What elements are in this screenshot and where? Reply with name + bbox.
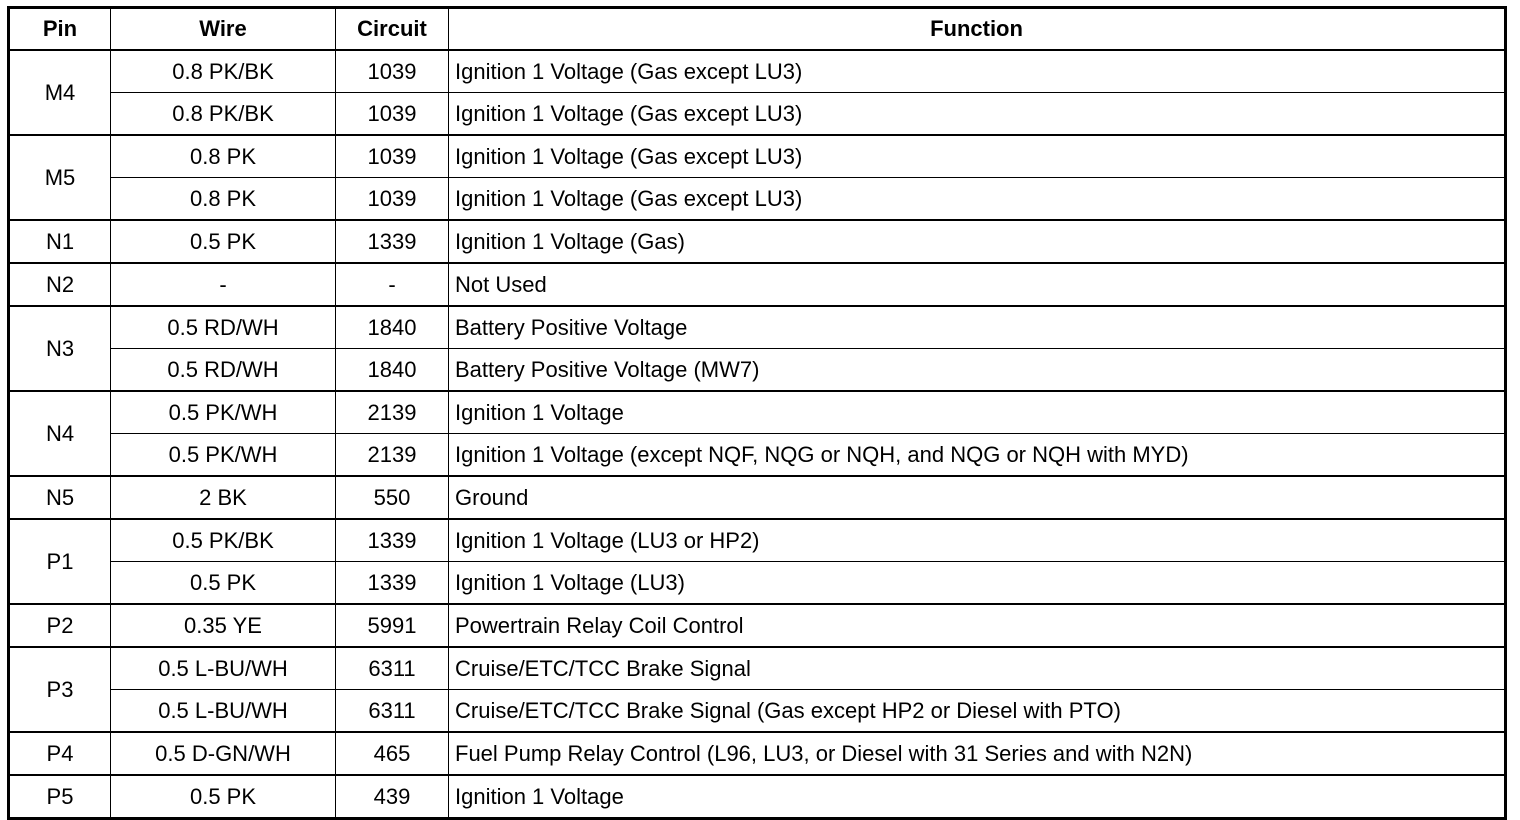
- table-row: [9, 220, 1506, 263]
- function-cell: Ignition 1 Voltage: [449, 391, 1506, 434]
- header-row: [9, 8, 1506, 51]
- table-row: [9, 50, 1506, 93]
- wire-cell: 0.5 D-GN/WH: [111, 732, 336, 775]
- circuit-cell: 1339: [336, 562, 449, 605]
- wire-cell: 0.5 L-BU/WH: [111, 647, 336, 690]
- table-row: [9, 263, 1506, 306]
- function-cell: Ignition 1 Voltage (Gas): [449, 220, 1506, 263]
- function-cell: Ignition 1 Voltage (Gas except LU3): [449, 135, 1506, 178]
- function-cell: Ignition 1 Voltage (Gas except LU3): [449, 50, 1506, 93]
- circuit-cell: 550: [336, 476, 449, 519]
- function-cell: Ignition 1 Voltage (LU3 or HP2): [449, 519, 1506, 562]
- table-row: [9, 306, 1506, 349]
- pin-cell: N2: [9, 263, 111, 306]
- pin-cell: N3: [9, 306, 111, 391]
- wire-cell: 0.8 PK: [111, 135, 336, 178]
- circuit-cell: 465: [336, 732, 449, 775]
- pin-cell: M4: [9, 50, 111, 135]
- pin-cell: N1: [9, 220, 111, 263]
- table-row: [9, 391, 1506, 434]
- table-row: [9, 604, 1506, 647]
- circuit-cell: 1039: [336, 135, 449, 178]
- table-row: [9, 775, 1506, 819]
- function-cell: Fuel Pump Relay Control (L96, LU3, or Diesel with 31 Series and with N2N): [449, 732, 1506, 775]
- pin-cell: P3: [9, 647, 111, 732]
- function-cell: Ignition 1 Voltage (Gas except LU3): [449, 93, 1506, 136]
- function-cell: Ignition 1 Voltage (except NQF, NQG or NQH, and NQG or NQH with MYD): [449, 434, 1506, 477]
- circuit-cell: 1039: [336, 178, 449, 221]
- function-cell: Ignition 1 Voltage (Gas except LU3): [449, 178, 1506, 221]
- table-row: [9, 349, 1506, 392]
- table-row: [9, 647, 1506, 690]
- wire-cell: 0.5 PK: [111, 775, 336, 819]
- circuit-cell: 1840: [336, 349, 449, 392]
- pin-table: [7, 6, 1507, 820]
- wire-cell: 0.5 PK: [111, 220, 336, 263]
- function-cell: Cruise/ETC/TCC Brake Signal (Gas except HP2 or Diesel with PTO): [449, 690, 1506, 733]
- circuit-cell: 6311: [336, 690, 449, 733]
- table-row: [9, 690, 1506, 733]
- wire-cell: 0.8 PK: [111, 178, 336, 221]
- function-cell: Ignition 1 Voltage (LU3): [449, 562, 1506, 605]
- wire-cell: 0.5 RD/WH: [111, 306, 336, 349]
- wire-cell: 0.5 PK/WH: [111, 434, 336, 477]
- circuit-cell: 1339: [336, 519, 449, 562]
- function-cell: Powertrain Relay Coil Control: [449, 604, 1506, 647]
- wire-cell: 0.5 PK/BK: [111, 519, 336, 562]
- circuit-cell: 2139: [336, 391, 449, 434]
- circuit-cell: 5991: [336, 604, 449, 647]
- pin-cell: P4: [9, 732, 111, 775]
- pin-cell: P1: [9, 519, 111, 604]
- table-row: [9, 519, 1506, 562]
- wire-cell: 0.8 PK/BK: [111, 93, 336, 136]
- pin-cell: P2: [9, 604, 111, 647]
- header-wire: Wire: [111, 8, 336, 51]
- circuit-cell: 1039: [336, 93, 449, 136]
- circuit-cell: 1840: [336, 306, 449, 349]
- wire-cell: 0.5 RD/WH: [111, 349, 336, 392]
- pin-cell: P5: [9, 775, 111, 819]
- wire-cell: 0.5 PK: [111, 562, 336, 605]
- header-circuit: Circuit: [336, 8, 449, 51]
- wire-cell: 0.8 PK/BK: [111, 50, 336, 93]
- table-row: [9, 434, 1506, 477]
- pin-cell: N5: [9, 476, 111, 519]
- wire-cell: 0.35 YE: [111, 604, 336, 647]
- table-row: [9, 135, 1506, 178]
- header-function: Function: [449, 8, 1506, 51]
- table-row: [9, 732, 1506, 775]
- table-row: [9, 476, 1506, 519]
- function-cell: Battery Positive Voltage: [449, 306, 1506, 349]
- wire-cell: 0.5 PK/WH: [111, 391, 336, 434]
- wire-cell: -: [111, 263, 336, 306]
- function-cell: Ignition 1 Voltage: [449, 775, 1506, 819]
- circuit-cell: 2139: [336, 434, 449, 477]
- circuit-cell: 1039: [336, 50, 449, 93]
- pin-cell: N4: [9, 391, 111, 476]
- wire-cell: 0.5 L-BU/WH: [111, 690, 336, 733]
- circuit-cell: 1339: [336, 220, 449, 263]
- circuit-cell: 439: [336, 775, 449, 819]
- circuit-cell: -: [336, 263, 449, 306]
- table-row: [9, 93, 1506, 136]
- function-cell: Battery Positive Voltage (MW7): [449, 349, 1506, 392]
- wire-cell: 2 BK: [111, 476, 336, 519]
- function-cell: Ground: [449, 476, 1506, 519]
- table-row: [9, 178, 1506, 221]
- circuit-cell: 6311: [336, 647, 449, 690]
- pin-cell: M5: [9, 135, 111, 220]
- table-row: [9, 562, 1506, 605]
- function-cell: Not Used: [449, 263, 1506, 306]
- function-cell: Cruise/ETC/TCC Brake Signal: [449, 647, 1506, 690]
- table-body: [9, 50, 1506, 819]
- header-pin: Pin: [9, 8, 111, 51]
